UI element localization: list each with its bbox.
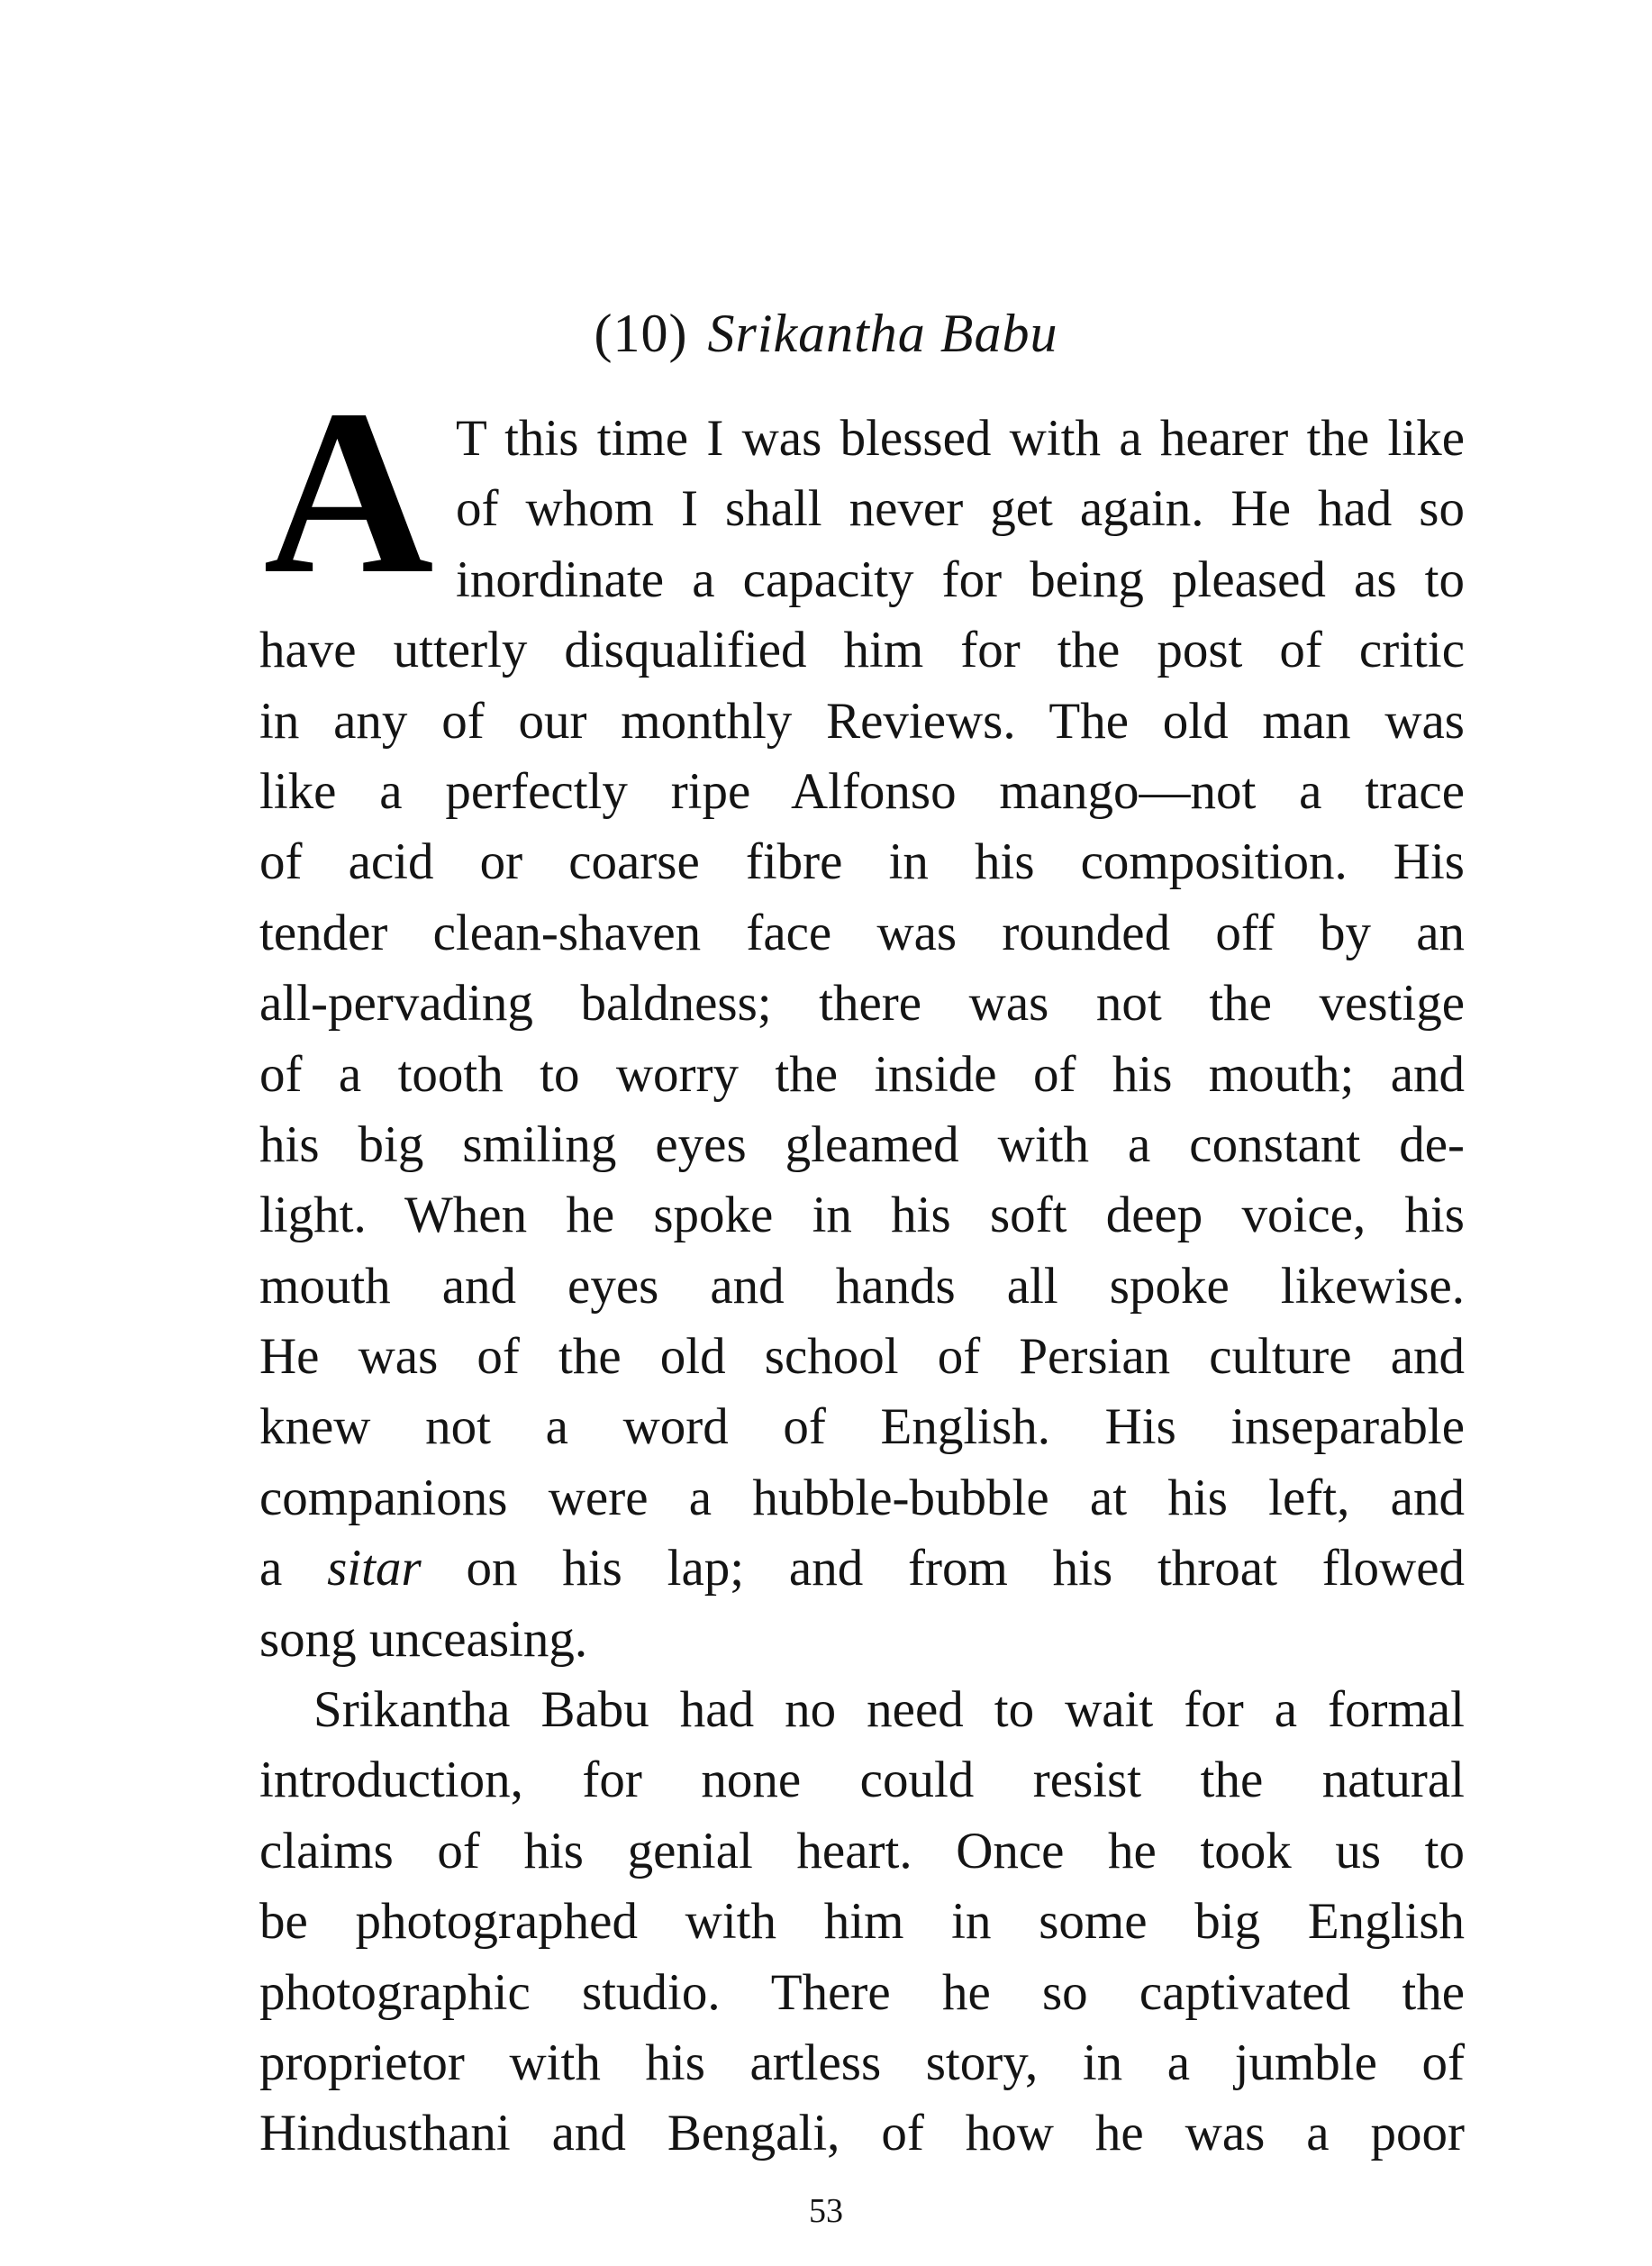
- text-line: all-pervading baldness; there was not the vestige: [259, 975, 1465, 1033]
- text-line: of whom I shall never get again. He had so: [456, 480, 1465, 538]
- text-line: claims of his genial heart. Once he took us to: [259, 1822, 1465, 1879]
- text-line: T this time I was blessed with a hearer the like: [456, 410, 1465, 467]
- text-line: Hindusthani and Bengali, of how he was a poor: [259, 2105, 1465, 2162]
- text-segment: a: [259, 1540, 328, 1597]
- text-line: knew not a word of English. His inseparable: [259, 1398, 1465, 1456]
- text-line: light. When he spoke in his soft deep voice, his: [259, 1187, 1465, 1244]
- body-text: [259, 361, 1465, 2170]
- text-line: like a perfectly ripe Alfonso mango—not a trace: [259, 762, 1465, 820]
- text-line: in any of our monthly Reviews. The old man was: [259, 692, 1465, 750]
- text-line: Srikantha Babu had no need to wait for a formal: [313, 1681, 1465, 1739]
- text-line: tender clean-shaven face was rounded off by an: [259, 904, 1465, 961]
- chapter-heading: [0, 297, 1652, 369]
- text-segment: on his lap; and from his throat flowed: [421, 1540, 1465, 1597]
- text-line: He was of the old school of Persian culture and: [259, 1328, 1465, 1386]
- text-line: of a tooth to worry the inside of his mouth; and: [259, 1045, 1465, 1103]
- text-line: mouth and eyes and hands all spoke likewise.: [259, 1257, 1465, 1315]
- text-line: his big smiling eyes gleamed with a constant de-: [259, 1115, 1465, 1173]
- text-line: be photographed with him in some big English: [259, 1893, 1465, 1951]
- text-line: proprietor with his artless story, in a jumble of: [259, 2034, 1465, 2091]
- chapter-title: Srikantha Babu: [707, 304, 1058, 363]
- text-line: photographic studio. There he so captivated the: [259, 1963, 1465, 2021]
- italic-word: sitar: [327, 1540, 422, 1597]
- page-number: 53: [809, 2192, 843, 2230]
- text-line: inordinate a capacity for being pleased as to: [456, 551, 1465, 608]
- text-line: song unceasing.: [259, 1610, 588, 1668]
- text-line: have utterly disqualified him for the post of critic: [259, 622, 1465, 679]
- text-line: [259, 1533, 1465, 1604]
- text-line: introduction, for none could resist the natural: [259, 1752, 1465, 1809]
- chapter-number: (10): [594, 304, 688, 363]
- text-line: companions were a hubble-bubble at his left, and: [259, 1469, 1465, 1526]
- text-line: of acid or coarse fibre in his composition. His: [259, 833, 1465, 891]
- drop-cap: A: [263, 361, 434, 623]
